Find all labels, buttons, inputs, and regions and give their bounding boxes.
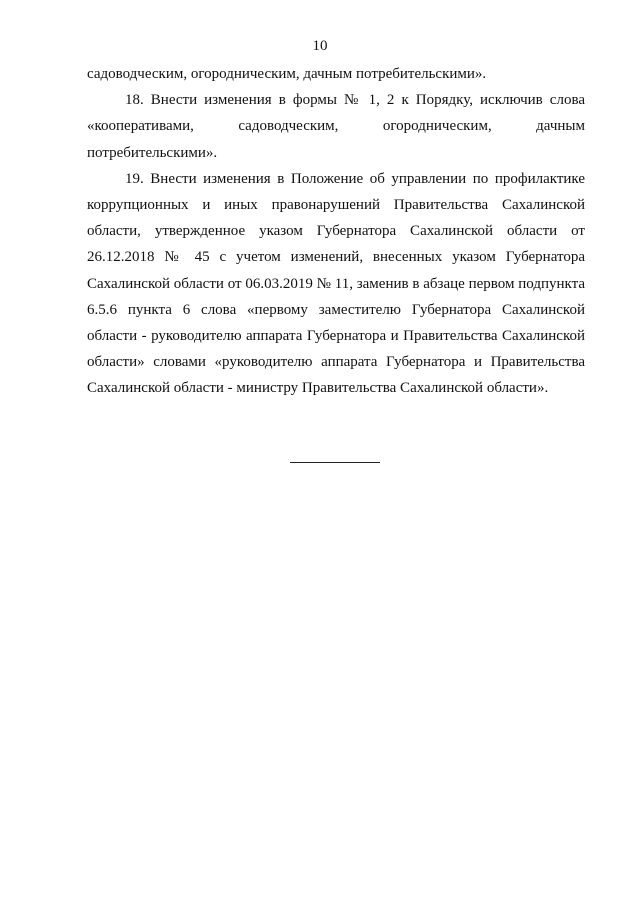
end-of-document-rule [290,462,380,463]
document-body [87,61,585,402]
paragraph-item-19: 19. Внести изменения в Положение об управлении по профилактике коррупционных и иных правонарушений Правительства Сахалинской области, утвержденное указом Губернатора Сахалинской области от 26.12.2018 № 45 с учетом изменений, внесенных указом Губернатора Сахалинской области от 06.03.2019 № 11, заменив в абзаце первом подпункта 6.5.6 пункта 6 слова «первому заместителю Губернатора Сахалинской области - руководителю аппарата Губернатора и Правительства Сахалинской области» словами «руководителю аппарата Губернатора и Правительства Сахалинской области - министру Правительства Сахалинской области». [87,170,585,397]
paragraph-continuation: садоводческим, огородническим, дачным потребительскими». [87,66,487,82]
page-number: 10 [312,38,328,54]
paragraph-item-18: 18. Внести изменения в формы № 1, 2 к Порядку, исключив слова «кооперативами, садоводческим, огородническим, дачным потребительскими». [87,92,585,161]
